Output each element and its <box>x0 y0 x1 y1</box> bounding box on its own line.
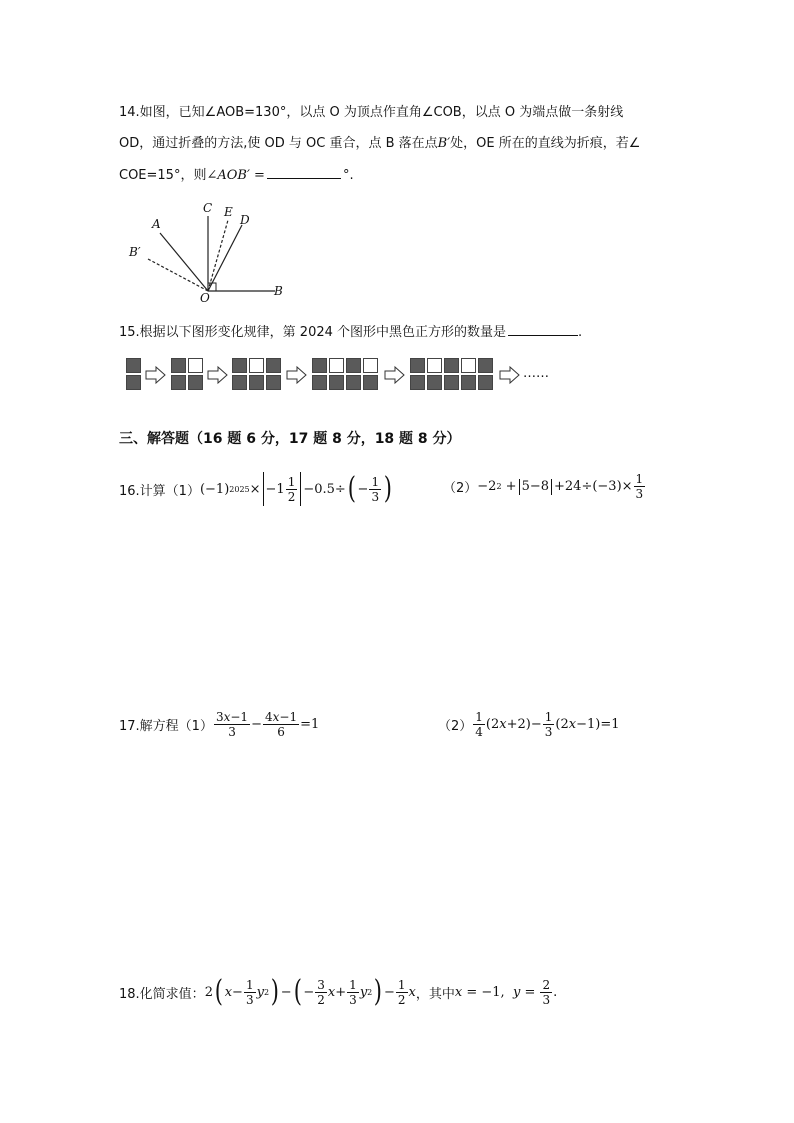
q14-angle: ∠AOB′ = <box>206 168 265 183</box>
label-b: B <box>274 284 283 298</box>
q18-expr: 2 ( x − $\frac{1}{3}$ y 2 ) − ( − $\frac{3}{2}$ x + $\frac{1}{3}$ y 2 ) − $\frac{1}{2}$ x <box>204 974 416 1009</box>
arrow-icon <box>500 367 519 383</box>
q16-expr1: (−1) 2025 × −1 $\frac{1}{2}$ −0.5÷ ( − $\frac{1}{3}$ ) <box>199 471 393 506</box>
section3-title: 三、解答题（16 题 6 分，17 题 8 分，18 题 8 分） <box>119 431 461 447</box>
q14-line2-a: OD，通过折叠的方法,使 OD 与 OC 重合，点 B 落在点 <box>119 136 438 151</box>
q17-part1 <box>119 710 319 739</box>
label-a: A <box>152 217 161 231</box>
arrow-icon <box>287 367 306 383</box>
q16-label: 16.计算（1） <box>119 483 200 499</box>
q15-end: . <box>578 325 583 340</box>
arrow-icon <box>146 367 165 383</box>
label-o: O <box>200 291 210 305</box>
q15-ellipsis: …… <box>523 366 549 381</box>
q18-cond: ，其中 <box>415 986 455 1002</box>
label-d: D <box>240 213 250 227</box>
q14-line3-a: COE=15°，则 <box>119 168 207 183</box>
q17-expr2: $\frac{1}{4}$ (2 x +2)− $\frac{1}{3}$ (2 x −1)=1 <box>475 710 620 739</box>
label-bprime: B′ <box>129 245 141 259</box>
q18-label: 18.化简求值： <box>119 986 205 1002</box>
label-e: E <box>224 205 233 219</box>
q14-line3-c: °. <box>342 168 354 183</box>
q16-part2 <box>443 472 646 501</box>
q14-line1: 14.如图，已知∠AOB=130°，以点 O 为顶点作直角∠COB，以点 O 为端点做一条射线 <box>119 105 624 120</box>
q17-expr1: $\frac{3x-1}{3}$ − $\frac{4x-1}{6}$ =1 <box>215 710 320 739</box>
q16-part1 <box>119 472 394 506</box>
q15-pattern-figure <box>0 0 794 400</box>
label-c: C <box>203 201 213 215</box>
q16-expr2: −2 2 + 5−8 +24÷(−3)× $\frac{1}{3}$ <box>477 472 644 501</box>
arrows <box>0 0 794 400</box>
q14-line2-c: 处，OE 所在的直线为折痕，若∠ <box>450 136 641 151</box>
arrow-icon <box>385 367 404 383</box>
q16-part2-label: （2） <box>443 481 478 496</box>
q15-text: 15.根据以下图形变化规律，第 2024 个图形中黑色正方形的数量是 <box>119 325 507 340</box>
q14-bprime: B′ <box>437 136 451 151</box>
q18 <box>119 974 558 1009</box>
arrow-icon <box>208 367 227 383</box>
q17-part2 <box>438 710 619 739</box>
q17-label: 17.解方程（1） <box>119 719 213 734</box>
q17-part2-label: （2） <box>438 719 473 734</box>
q18-values: x = −1, y = $\frac{2}{3}$ . <box>454 977 558 1007</box>
